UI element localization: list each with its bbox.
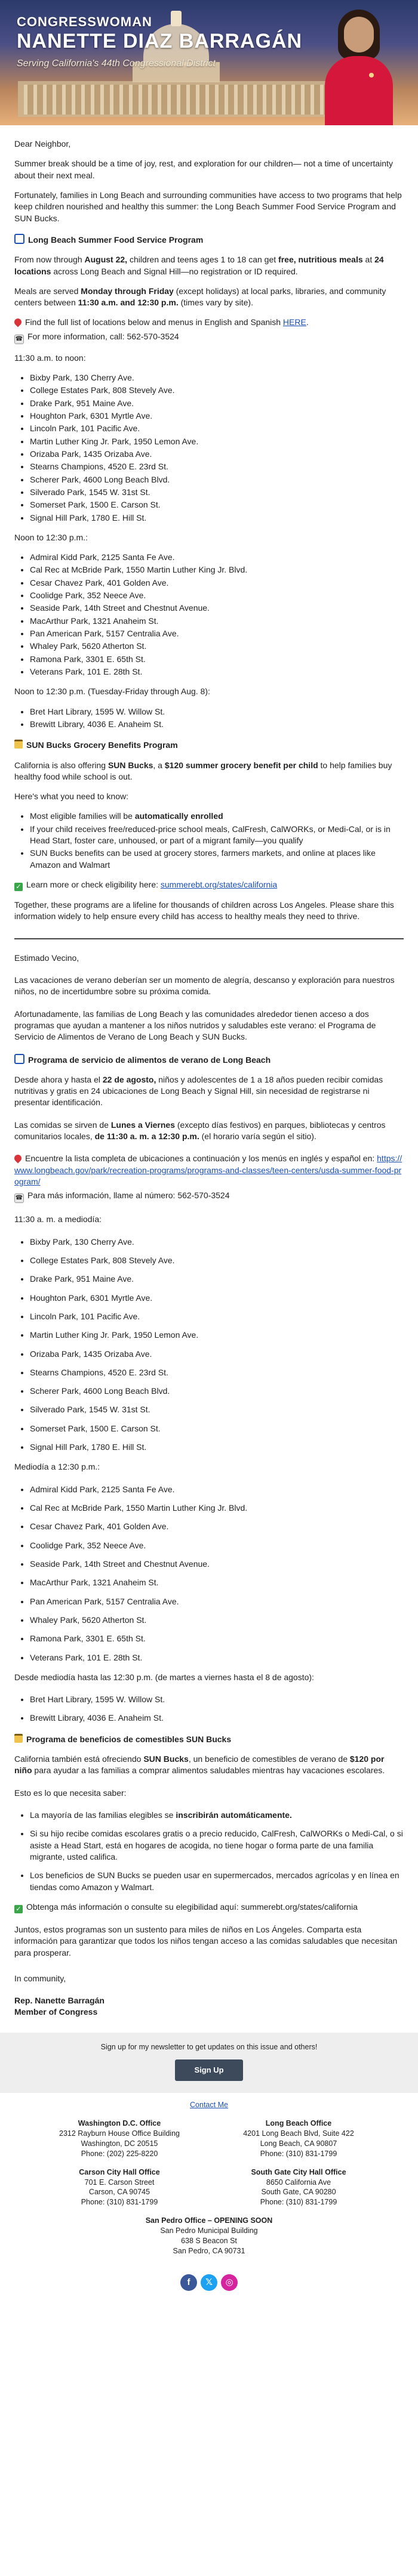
es-sun-paragraph bbox=[14, 1754, 404, 1777]
find-locations-end: . bbox=[306, 317, 309, 327]
list-item: • MacArthur Park, 1321 Anaheim St. bbox=[30, 1577, 404, 1588]
list-item: • Los beneficios de SUN Bucks se pueden usar en supermercados, mercados agrícolas y en línea en tiendas como Amazon y Walmart. bbox=[30, 1870, 404, 1893]
photo-jacket bbox=[325, 56, 393, 125]
list-item: • Scherer Park, 4600 Long Beach Blvd. bbox=[30, 1386, 404, 1397]
food-p2-d: 11:30 a.m. and 12:30 p.m. bbox=[78, 298, 179, 308]
es-sun-bucks-heading bbox=[14, 1734, 404, 1745]
header-banner bbox=[0, 0, 418, 125]
list-item: • If your child receives free/reduced-price school meals, CalFresh, CalWORKs, or Medi-Cal, or is in Head Start, foster care, unhoused, or part of a migrant family—you qualify bbox=[30, 824, 404, 847]
es-info-text: Para más información, llame al número: 562-570-3524 bbox=[27, 1190, 230, 1201]
food-p2-b: Monday through Friday bbox=[81, 286, 174, 296]
phone-icon: ☎ bbox=[14, 335, 24, 344]
office-name: San Pedro Office – OPENING SOON bbox=[145, 2216, 273, 2225]
contact-me-link[interactable]: Contact Me bbox=[190, 2100, 228, 2109]
es-need-1a: La mayoría de las familias elegibles se bbox=[30, 1810, 176, 1820]
es-sun-p1-c: , un beneficio de comestibles de verano de bbox=[188, 1754, 350, 1764]
es-greeting: Estimado Vecino, bbox=[14, 953, 79, 963]
phone-icon: ☎ bbox=[14, 1193, 24, 1203]
signup-footer bbox=[0, 2033, 418, 2093]
list-item: • Martin Luther King Jr. Park, 1950 Lemon Ave. bbox=[30, 436, 404, 447]
list-item: • Seaside Park, 14th Street and Chestnut Avenue. bbox=[30, 1558, 404, 1570]
es-info-line bbox=[14, 1190, 404, 1203]
menus-link[interactable]: HERE bbox=[282, 317, 306, 327]
es-food-p2-d: de 11:30 a. m. a 12:30 p.m. bbox=[94, 1131, 199, 1142]
greeting: Dear Neighbor, bbox=[14, 139, 71, 149]
group2-label: Noon to 12:30 p.m.: bbox=[14, 532, 88, 542]
capitol-columns-shape bbox=[24, 85, 334, 115]
list-item: • Cal Rec at McBride Park, 1550 Martin Luther King Jr. Blvd. bbox=[30, 1502, 404, 1514]
food-paragraph-1 bbox=[14, 254, 404, 277]
list-item: • SUN Bucks benefits can be used at grocery stores, farmers markets, and online at places like Amazon and Walmart bbox=[30, 848, 404, 871]
es-need-1b: inscribirán automáticamente. bbox=[176, 1810, 292, 1820]
pin-icon bbox=[13, 317, 23, 327]
office-line: 638 S Beacon St bbox=[181, 2236, 237, 2245]
es-sun-p1-b: SUN Bucks bbox=[143, 1754, 189, 1764]
office-line: 8650 California Ave bbox=[266, 2178, 331, 2187]
list-item: • Orizaba Park, 1435 Orizaba Ave. bbox=[30, 1349, 404, 1360]
group2-list bbox=[14, 552, 404, 678]
list-item: • Martin Luther King Jr. Park, 1950 Lemon Ave. bbox=[30, 1329, 404, 1341]
es-food-heading-text: Programa de servicio de alimentos de verano de Long Beach bbox=[28, 1054, 271, 1065]
signup-button[interactable]: Sign Up bbox=[175, 2059, 242, 2081]
es-food-p1-b: 22 de agosto, bbox=[102, 1074, 156, 1084]
calendar-icon bbox=[14, 1054, 24, 1064]
need-1a: Most eligible families will be bbox=[30, 811, 135, 821]
office-line: Phone: (310) 831-1799 bbox=[81, 2198, 158, 2207]
list-item: • Somerset Park, 1500 E. Carson St. bbox=[30, 499, 404, 511]
es-sun-p1-e: para ayudar a las familias a comprar alimentos saludables mientras hay vacaciones escolares. bbox=[32, 1765, 385, 1776]
signature-title: Member of Congress bbox=[14, 2007, 98, 2017]
es-sun-p1-d: $120 por niño bbox=[14, 1754, 385, 1776]
office-list bbox=[0, 2119, 418, 2271]
es-intro-paragraph-2: Afortunadamente, las familias de Long Beach y las comunidades alrededor tienen acceso a dos programas que ayudan a mantener a los niños nutridos y saludables este verano: el Programa de Servicio de Alimentos de Verano de Long Beach y SUN Bucks. bbox=[14, 1009, 376, 1042]
food-paragraph-2 bbox=[14, 286, 404, 309]
list-item bbox=[30, 1810, 404, 1821]
facebook-icon[interactable]: f bbox=[180, 2274, 197, 2291]
es-sun-heading-text: Programa de beneficios de comestibles SUN Bucks bbox=[26, 1734, 232, 1744]
sun-bucks-heading-text: SUN Bucks Grocery Benefits Program bbox=[26, 740, 178, 750]
office-line: San Pedro Municipal Building bbox=[160, 2226, 258, 2235]
office-block bbox=[209, 2119, 388, 2159]
photo-face bbox=[344, 17, 374, 52]
list-item: • Seaside Park, 14th Street and Chestnut Avenue. bbox=[30, 602, 404, 614]
find-locations-line bbox=[14, 317, 404, 328]
together-paragraph: Together, these programs are a lifeline for thousands of children across Los Angeles. Please share this information widely to help ensure every child has access to healthy meals they need to thrive. bbox=[14, 900, 394, 921]
language-divider bbox=[14, 938, 404, 939]
social-links bbox=[0, 2271, 418, 2299]
intro-paragraph-1: Summer break should be a time of joy, rest, and exploration for our children— not a time of uncertainty about their next meal. bbox=[14, 159, 393, 180]
list-item: • College Estates Park, 808 Stevely Ave. bbox=[30, 385, 404, 396]
list-item: • Veterans Park, 101 E. 28th St. bbox=[30, 1652, 404, 1663]
banner-tagline: Serving California's 44th Congressional District bbox=[17, 58, 216, 69]
sun-bucks-heading bbox=[14, 740, 404, 751]
need-label: Here's what you need to know: bbox=[14, 791, 129, 802]
list-item: • Drake Park, 951 Maine Ave. bbox=[30, 1273, 404, 1285]
es-food-p2-a: Las comidas se sirven de bbox=[14, 1120, 111, 1130]
list-item: • Bret Hart Library, 1595 W. Willow St. bbox=[30, 1694, 404, 1705]
sun-p1-c: , a bbox=[153, 760, 165, 770]
list-item: • Pan American Park, 5157 Centralia Ave. bbox=[30, 628, 404, 639]
es-sun-p1-a: California también está ofreciendo bbox=[14, 1754, 144, 1764]
list-item: • Ramona Park, 3301 E. 65th St. bbox=[30, 1633, 404, 1644]
office-line: Long Beach, CA 90807 bbox=[260, 2139, 337, 2148]
es-food-p2-c: (excepto días festivos) en parques, bibliotecas y centros comunitarios locales, bbox=[14, 1120, 386, 1142]
list-item: • Drake Park, 951 Maine Ave. bbox=[30, 398, 404, 409]
list-item: • Admiral Kidd Park, 2125 Santa Fe Ave. bbox=[30, 1484, 404, 1495]
office-block bbox=[30, 2167, 209, 2208]
list-item: • Houghton Park, 6301 Myrtle Ave. bbox=[30, 1292, 404, 1304]
office-line: 2312 Rayburn House Office Building bbox=[59, 2129, 180, 2138]
office-block bbox=[119, 2216, 299, 2256]
list-item: • Cesar Chavez Park, 401 Golden Ave. bbox=[30, 577, 404, 589]
list-item: • Houghton Park, 6301 Myrtle Ave. bbox=[30, 410, 404, 422]
food-p2-c: (except holidays) at local parks, libraries, and community centers between bbox=[14, 286, 386, 308]
list-item: • Signal Hill Park, 1780 E. Hill St. bbox=[30, 512, 404, 524]
list-item bbox=[30, 811, 404, 822]
es-food-program-heading bbox=[14, 1054, 404, 1066]
es-group1-label: 11:30 a. m. a mediodía: bbox=[14, 1214, 102, 1224]
find-locations-text: Find the full list of locations below and menus in English and Spanish bbox=[25, 317, 283, 327]
office-line: Phone: (310) 831-1799 bbox=[260, 2198, 337, 2207]
es-food-p2-e: (el horario varía según el sitio). bbox=[199, 1131, 316, 1142]
banner-name: NANETTE DIAZ BARRAGÁN bbox=[17, 30, 303, 52]
food-p1-d: free, nutritious meals bbox=[278, 255, 363, 265]
office-line: Phone: (310) 831-1799 bbox=[260, 2149, 337, 2158]
sun-p1-d: $120 summer grocery benefit per child bbox=[164, 760, 318, 770]
list-item: • Stearns Champions, 4520 E. 23rd St. bbox=[30, 1367, 404, 1378]
office-block bbox=[30, 2119, 209, 2159]
es-food-paragraph-2 bbox=[14, 1120, 404, 1143]
list-item: • Lincoln Park, 101 Pacific Ave. bbox=[30, 423, 404, 434]
es-food-p2-b: Lunes a Viernes bbox=[110, 1120, 175, 1130]
congresswoman-photo bbox=[316, 8, 400, 125]
food-p1-g: across Long Beach and Signal Hill—no registration or ID required. bbox=[51, 266, 298, 276]
closing: In community, bbox=[14, 1973, 66, 1983]
es-need-label: Esto es lo que necesita saber: bbox=[14, 1788, 127, 1798]
list-item: • Orizaba Park, 1435 Orizaba Ave. bbox=[30, 449, 404, 460]
shopping-bag-icon bbox=[14, 740, 23, 749]
es-food-paragraph-1 bbox=[14, 1074, 404, 1109]
office-line: Phone: (202) 225-8220 bbox=[81, 2149, 158, 2158]
es-group1-list bbox=[14, 1236, 404, 1454]
list-item: • Silverado Park, 1545 W. 31st St. bbox=[30, 1404, 404, 1415]
es-together-paragraph: Juntos, estos programas son un sustento para miles de niños en Los Ángeles. Comparta esta información para garantizar que todos los niños tengan acceso a las comidas saludables que necesitan para prosperar. bbox=[14, 1924, 398, 1957]
list-item: • Whaley Park, 5620 Atherton St. bbox=[30, 1615, 404, 1626]
food-p1-e: at bbox=[362, 255, 375, 265]
es-find-text: Encuentre la lista completa de ubicaciones a continuación y los menús en inglés y español en: bbox=[25, 1154, 377, 1164]
group3-list bbox=[14, 706, 404, 731]
es-find-locations-line bbox=[14, 1153, 404, 1188]
list-item: • Cal Rec at McBride Park, 1550 Martin Luther King Jr. Blvd. bbox=[30, 564, 404, 576]
es-intro-paragraph-1: Las vacaciones de verano deberían ser un momento de alegría, descanso y exploración para nuestros niños, no de incertidumbre sobre su próxima comida. bbox=[14, 975, 395, 997]
list-item: • Lincoln Park, 101 Pacific Ave. bbox=[30, 1311, 404, 1322]
food-program-heading-text: Long Beach Summer Food Service Program bbox=[28, 234, 204, 245]
sun-p1-e: to help families buy healthy food while school is out. bbox=[14, 760, 392, 781]
intro-paragraph-2: Fortunately, families in Long Beach and surrounding communities have access to two programs that help keep children nourished and healthy this summer: the Long Beach Summer Food Service Program and SUN Bucks. bbox=[14, 190, 402, 223]
list-item: • Stearns Champions, 4520 E. 23rd St. bbox=[30, 461, 404, 472]
eligibility-link[interactable]: summerebt.org/states/california bbox=[160, 880, 278, 889]
es-group3-list bbox=[14, 1694, 404, 1724]
list-item: • Veterans Park, 101 E. 28th St. bbox=[30, 666, 404, 678]
es-learn-text: Obtenga más información o consulte su elegibilidad aquí: summerebt.org/states/california bbox=[26, 1901, 358, 1912]
calendar-icon bbox=[14, 234, 24, 244]
sun-paragraph bbox=[14, 760, 404, 783]
list-item: • College Estates Park, 808 Stevely Ave. bbox=[30, 1255, 404, 1266]
food-program-heading bbox=[14, 234, 404, 246]
es-group3-label: Desde mediodía hasta las 12:30 p.m. (de martes a viernes hasta el 8 de agosto): bbox=[14, 1672, 314, 1682]
sun-p1-b: SUN Bucks bbox=[107, 760, 153, 770]
list-item: • Coolidge Park, 352 Neece Ave. bbox=[30, 590, 404, 601]
office-line: 4201 Long Beach Blvd, Suite 422 bbox=[243, 2129, 354, 2138]
list-item: • Si su hijo recibe comidas escolares gratis o a precio reducido, CalFresh, CalWORKs o Medi-Cal, o si asiste a Head Start, está en hogares de acogida, no tiene hogar o forma parte de una familia migrante, usted califica. bbox=[30, 1828, 404, 1863]
es-food-p1-c: niños y adolescentes de 1 a 18 años pueden recibir comidas nutritivas y gratis en 24 ubicaciones de Long Beach y Signal Hill, sin necesidad de registrarse ni presentar identificación. bbox=[14, 1074, 383, 1108]
office-name: South Gate City Hall Office bbox=[251, 2167, 346, 2176]
english-section bbox=[0, 138, 418, 939]
office-line: Carson, CA 90745 bbox=[88, 2188, 150, 2197]
es-group2-label: Mediodía a 12:30 p.m.: bbox=[14, 1462, 100, 1472]
signature-name: Rep. Nanette Barragán bbox=[14, 1996, 105, 2006]
need-1b: automatically enrolled bbox=[134, 811, 223, 821]
signup-text: Sign up for my newsletter to get updates on this issue and others! bbox=[100, 2042, 318, 2051]
office-line: South Gate, CA 90280 bbox=[261, 2188, 336, 2197]
food-p2-e: (times vary by site). bbox=[178, 298, 253, 308]
shopping-bag-icon bbox=[14, 1734, 23, 1743]
es-menus-link[interactable]: https://www.longbeach.gov/park/recreation-programs/programs-and-classes/teen-centers/usda-summer-food-program/ bbox=[14, 1154, 402, 1186]
list-item: • Ramona Park, 3301 E. 65th St. bbox=[30, 654, 404, 665]
list-item: • Coolidge Park, 352 Neece Ave. bbox=[30, 1540, 404, 1551]
info-text: For more information, call: 562-570-3524 bbox=[27, 331, 179, 341]
office-block bbox=[209, 2167, 388, 2208]
pin-icon bbox=[13, 1154, 23, 1164]
x-icon[interactable]: 𝕏 bbox=[201, 2274, 217, 2291]
list-item: • Cesar Chavez Park, 401 Golden Ave. bbox=[30, 1521, 404, 1532]
food-p2-a: Meals are served bbox=[14, 286, 81, 296]
group3-label: Noon to 12:30 p.m. (Tuesday-Friday through Aug. 8): bbox=[14, 686, 210, 697]
office-line: San Pedro, CA 90731 bbox=[173, 2246, 245, 2255]
list-item: • Pan American Park, 5157 Centralia Ave. bbox=[30, 1596, 404, 1607]
learn-line bbox=[14, 879, 404, 891]
group1-label: 11:30 a.m. to noon: bbox=[14, 352, 86, 363]
food-p1-a: From now through bbox=[14, 255, 85, 265]
office-line: Washington, DC 20515 bbox=[81, 2139, 158, 2148]
food-p1-b: August 22, bbox=[84, 255, 128, 265]
list-item: • Bixby Park, 130 Cherry Ave. bbox=[30, 1236, 404, 1248]
checkmark-icon: ✓ bbox=[14, 883, 23, 891]
need-list bbox=[14, 811, 404, 871]
list-item: • Signal Hill Park, 1780 E. Hill St. bbox=[30, 1442, 404, 1453]
es-group2-list bbox=[14, 1484, 404, 1663]
list-item: • Brewitt Library, 4036 E. Anaheim St. bbox=[30, 719, 404, 730]
office-name: Long Beach Office bbox=[265, 2119, 332, 2128]
es-learn-line bbox=[14, 1901, 404, 1913]
food-p1-c: children and teens ages 1 to 18 can get bbox=[127, 255, 279, 265]
list-item: • Whaley Park, 5620 Atherton St. bbox=[30, 641, 404, 652]
instagram-icon[interactable]: ◎ bbox=[221, 2274, 238, 2291]
es-need-list bbox=[14, 1810, 404, 1893]
es-food-p1-a: Desde ahora y hasta el bbox=[14, 1074, 103, 1084]
list-item: • Bret Hart Library, 1595 W. Willow St. bbox=[30, 706, 404, 718]
group1-list bbox=[14, 372, 404, 524]
list-item: • Bixby Park, 130 Cherry Ave. bbox=[30, 372, 404, 384]
office-line: 701 E. Carson Street bbox=[84, 2178, 155, 2187]
banner-pre-title: CONGRESSWOMAN bbox=[17, 14, 152, 29]
photo-pin bbox=[369, 73, 374, 78]
info-line bbox=[14, 331, 404, 344]
contact-row bbox=[0, 2093, 418, 2119]
capitol-lantern-shape bbox=[171, 11, 182, 26]
checkmark-icon: ✓ bbox=[14, 1905, 23, 1913]
office-name: Washington D.C. Office bbox=[78, 2119, 161, 2128]
list-item: • Scherer Park, 4600 Long Beach Blvd. bbox=[30, 474, 404, 485]
spanish-section bbox=[0, 953, 418, 2018]
office-name: Carson City Hall Office bbox=[79, 2167, 160, 2176]
list-item: • Admiral Kidd Park, 2125 Santa Fe Ave. bbox=[30, 552, 404, 563]
learn-text: Learn more or check eligibility here: bbox=[26, 880, 161, 889]
sun-p1-a: California is also offering bbox=[14, 760, 108, 770]
list-item: • Somerset Park, 1500 E. Carson St. bbox=[30, 1423, 404, 1434]
food-p1-f: 24 locations bbox=[14, 255, 384, 276]
list-item: • MacArthur Park, 1321 Anaheim St. bbox=[30, 616, 404, 627]
list-item: • Silverado Park, 1545 W. 31st St. bbox=[30, 487, 404, 498]
list-item: • Brewitt Library, 4036 E. Anaheim St. bbox=[30, 1712, 404, 1724]
